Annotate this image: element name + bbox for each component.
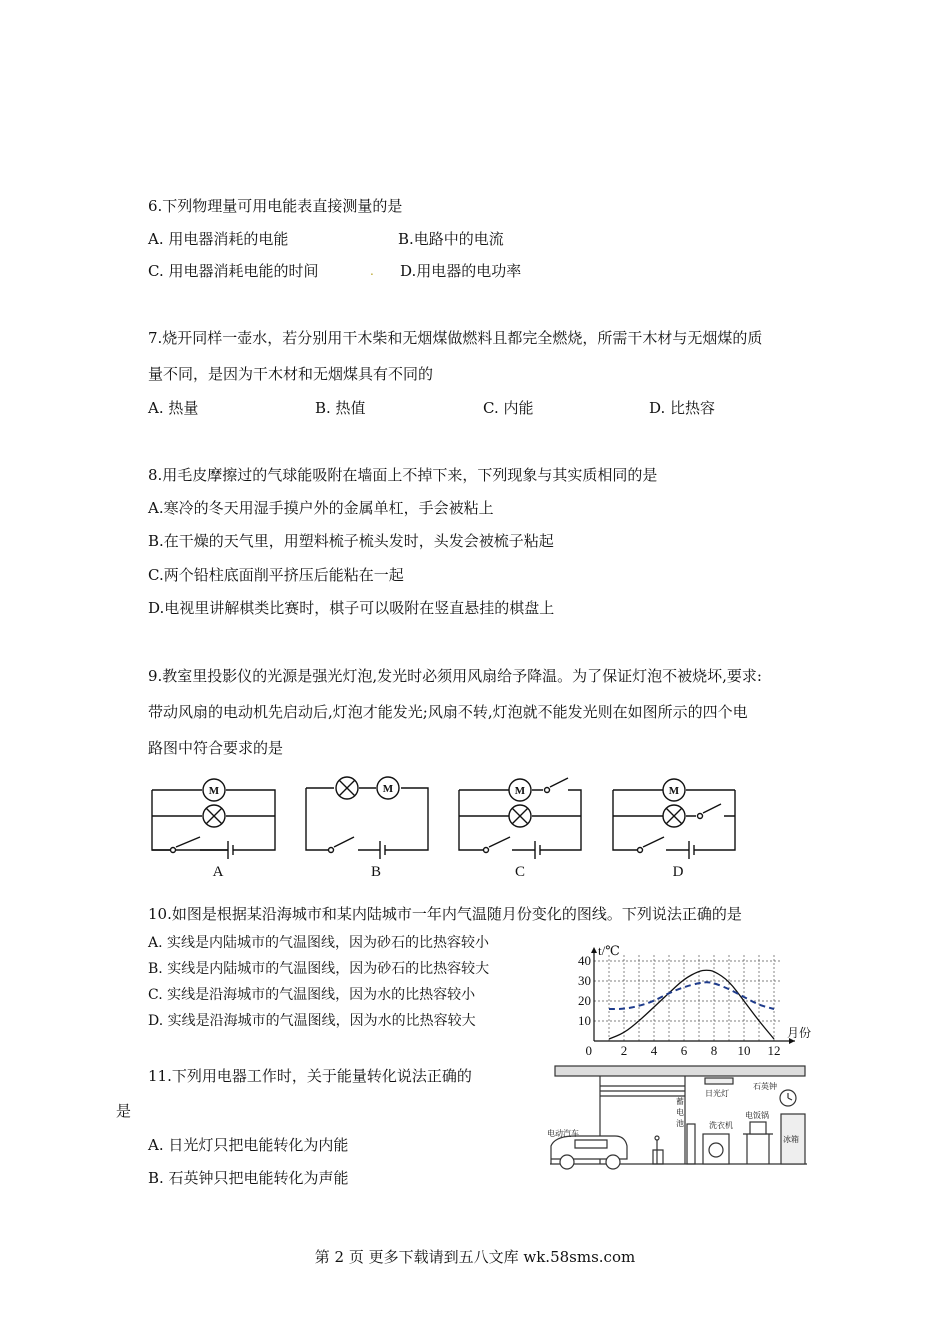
q7-stem-line2: 量不同，是因为干木材和无烟煤具有不同的 xyxy=(148,365,434,383)
circuit-b xyxy=(306,777,428,859)
q11-option-b: B. 石英钟只把电能转化为声能 xyxy=(148,1169,349,1187)
label-washer: 洗衣机 xyxy=(709,1121,733,1130)
q11-option-a: A. 日光灯只把电能转化为内能 xyxy=(148,1136,349,1154)
stray-dot: . xyxy=(370,264,374,278)
label-fridge: 冰箱 xyxy=(783,1135,799,1144)
ceiling-beam xyxy=(555,1066,805,1076)
washing-machine-drawing xyxy=(703,1134,729,1164)
q7-stem-line1: 7.烧开同样一壶水，若分别用干木柴和无烟煤做燃料且都完全燃烧，所需干木材与无烟煤的质 xyxy=(148,329,763,347)
temperature-chart xyxy=(570,936,820,1062)
q11-stem-line1: 11.下列用电器工作时，关于能量转化说法正确的 xyxy=(148,1067,472,1085)
q10-option-b: B. 实线是内陆城市的气温图线，因为砂石的比热容较大 xyxy=(148,961,490,977)
q6-stem: 6.下列物理量可用电能表直接测量的是 xyxy=(148,197,403,215)
circuit-label-d: D xyxy=(672,864,684,880)
battery-drawing xyxy=(687,1124,695,1164)
q7-option-a: A. 热量 xyxy=(148,399,199,417)
y-tick-30: 30 xyxy=(578,973,591,988)
y-axis-label: t/℃ xyxy=(598,943,620,958)
q10-option-d: D. 实线是沿海城市的气温图线，因为水的比热容较大 xyxy=(148,1013,476,1029)
q9-stem-line3: 路图中符合要求的是 xyxy=(148,739,284,757)
q10-option-a: A. 实线是内陆城市的气温图线，因为砂石的比热容较小 xyxy=(148,935,490,951)
circuit-label-a: A xyxy=(212,864,224,880)
fluorescent-lamp-drawing xyxy=(705,1078,733,1084)
q7-option-c: C. 内能 xyxy=(483,399,534,417)
x-tick-2: 2 xyxy=(620,1043,628,1058)
q10-option-c: C. 实线是沿海城市的气温图线，因为水的比热容较小 xyxy=(148,987,476,1003)
q8-option-d: D.电视里讲解棋类比赛时，棋子可以吸附在竖直悬挂的棋盘上 xyxy=(148,599,555,617)
q8-option-b: B.在干燥的天气里，用塑料梳子梳头发时，头发会被梳子粘起 xyxy=(148,532,554,550)
page-footer: 第 2 页 更多下载请到五八文库 wk.58sms.com xyxy=(314,1248,636,1266)
q9-stem-line1: 9.教室里投影仪的光源是强光灯泡,发光时必须用风扇给予降温。为了保证灯泡不被烧坏,要求: xyxy=(148,667,762,685)
q8-stem: 8.用毛皮摩擦过的气球能吸附在墙面上不掉下来，下列现象与其实质相同的是 xyxy=(148,466,658,484)
label-cooker: 电饭锅 xyxy=(745,1111,769,1120)
x-tick-8: 8 xyxy=(710,1043,718,1058)
series-dashed xyxy=(609,982,774,1009)
series-solid xyxy=(609,970,774,1039)
x-tick-12: 12 xyxy=(767,1043,781,1058)
x-axis-label: 月份 xyxy=(787,1026,812,1040)
circuit-label-b: B xyxy=(370,864,382,880)
q6-option-a: A. 用电器消耗的电能 xyxy=(148,230,289,248)
circuit-label-c: C xyxy=(514,864,526,880)
x-tick-4: 4 xyxy=(650,1043,658,1058)
q9-stem-line2: 带动风扇的电动机先启动后,灯泡才能发光;风扇不转,灯泡就不能发光则在如图所示的四个电 xyxy=(148,703,748,721)
q8-option-c: C.两个铅柱底面削平挤压后能粘在一起 xyxy=(148,566,404,584)
origin-label: 0 xyxy=(585,1043,592,1058)
q10-stem: 10.如图是根据某沿海城市和某内陆城市一年内气温随月份变化的图线。下列说法正确的是 xyxy=(148,905,742,923)
motor-symbol-c: M xyxy=(514,785,526,797)
y-tick-10: 10 xyxy=(578,1013,591,1028)
q6-option-d: D.用电器的电功率 xyxy=(400,262,522,280)
q11-stem-line2: 是 xyxy=(116,1102,132,1120)
label-lamp: 日光灯 xyxy=(705,1089,729,1098)
q7-option-b: B. 热值 xyxy=(315,399,366,417)
y-tick-20: 20 xyxy=(578,993,591,1008)
label-electric-car: 电动汽车 xyxy=(547,1129,579,1138)
label-clock: 石英钟 xyxy=(753,1082,777,1091)
q8-option-a: A.寒冷的冬天用湿手摸户外的金属单杠，手会被粘上 xyxy=(148,499,494,517)
motor-symbol-b: M xyxy=(382,783,394,795)
y-tick-40: 40 xyxy=(578,953,591,968)
label-battery: 蓄 电 池 xyxy=(676,1097,684,1128)
motor-symbol-a: M xyxy=(208,785,220,797)
x-tick-6: 6 xyxy=(680,1043,688,1058)
q7-option-d: D. 比热容 xyxy=(649,399,716,417)
charger-drawing xyxy=(653,1140,663,1164)
circuit-diagrams xyxy=(140,768,760,880)
y-axis-arrow xyxy=(591,947,597,953)
appliance-scene xyxy=(545,1064,810,1176)
q6-option-b: B.电路中的电流 xyxy=(398,230,504,248)
motor-symbol-d: M xyxy=(668,785,680,797)
table-drawing xyxy=(743,1134,773,1164)
q6-option-c: C. 用电器消耗电能的时间 xyxy=(148,262,319,280)
rice-cooker-drawing xyxy=(750,1122,766,1134)
x-tick-10: 10 xyxy=(737,1043,751,1058)
